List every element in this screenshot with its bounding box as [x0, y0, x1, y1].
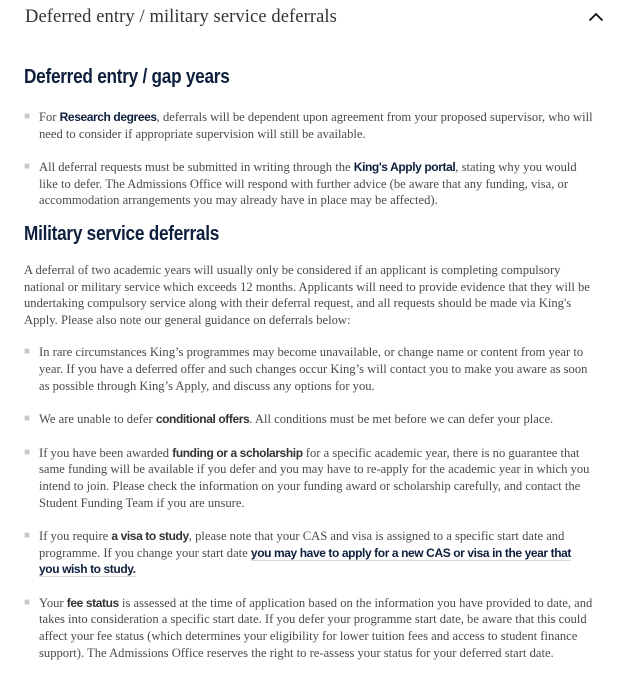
list-item: ■ In rare circumstances King’s programmes may become unavailable, or change name or content from year to year. If you have a deferred offer and such changes occur King’s will contact you to make you aware as soon as possible through King’s Apply, and discuss any options for you.	[24, 345, 588, 393]
bullet-icon: ■	[24, 530, 31, 542]
bullet-icon: ■	[24, 446, 31, 458]
bullet-icon: ■	[24, 111, 31, 122]
chevron-up-icon[interactable]	[587, 8, 605, 26]
bullet-icon: ■	[24, 346, 31, 358]
list-item: ■ If you require a visa to study, please note that your CAS and visa is assigned to a specific start date and programme. If you change your start date you may have to apply for a new CAS or visa in the year that you wish to study.	[24, 529, 572, 577]
list-item: ■ If you have been awarded funding or a scholarship for a specific academic year, there is no guarantee that same funding will be available if you defer and you may have to re-apply for the academic year in which you intend to join. Please check the information on your funding award or scholarship carefully, and contact the Student Funding Team if you are unsure.	[24, 445, 590, 510]
fee-status-text: fee status	[66, 595, 119, 610]
accordion-header[interactable]	[25, 4, 615, 30]
list-item: ■ We are unable to defer conditional offers. All conditions must be met before we can defer your place.	[24, 412, 554, 427]
military-intro: A deferral of two academic years will usually only be considered if an applicant is completing compulsory national or military service which exceeds 12 months. Applicants will need to provide evidence that they will be undertaking compulsory service along with their deferral request, and all requests should be made via King's Apply. Please also note our general guidance on deferrals below:	[24, 262, 590, 327]
bullet-icon: ■	[24, 413, 31, 425]
bullet-icon: ■	[24, 161, 31, 173]
list-item: ■ Your fee status is assessed at the time of application based on the information you have provided to date, and takes into consideration a specific start date. If you defer your programme start date, be aware that this could affect your fee status (which determines your eligibility for lower tuition fees and access to student finance support). The Admissions Office reserves the right to re-assess your status for your deferred start date.	[24, 595, 593, 660]
funding-scholarship-text: funding or a scholarship	[172, 445, 303, 460]
new-cas-visa-link[interactable]: you may have to apply for a new CAS or visa in the year that you wish to study.	[39, 545, 572, 577]
research-degrees-link[interactable]: Research degrees	[59, 110, 157, 124]
list-item: ■ For Research degrees, deferrals will be dependent upon agreement from your proposed supervisor, who will need to consider if appropriate supervision will still be available.	[24, 110, 593, 141]
list-item: ■ All deferral requests must be submitted in writing through the King's Apply portal, stating why you would like to defer. The Admissions Office will respond with further advice (be aware that any funding, visa, or accommodation arrangements you may already have in place may be affected).	[24, 160, 577, 208]
gap-years-list	[24, 109, 594, 209]
accordion-content	[24, 64, 594, 661]
kings-apply-portal-link[interactable]: King's Apply portal	[353, 160, 456, 175]
section-heading-military: Military service deferrals	[24, 222, 220, 245]
section-heading-gap-years: Deferred entry / gap years	[24, 66, 230, 88]
conditional-offers-text: conditional offers	[155, 412, 250, 427]
accordion-title: Deferred entry / military service deferrals	[25, 6, 337, 27]
military-list	[24, 344, 594, 661]
bullet-icon: ■	[24, 596, 31, 608]
visa-to-study-text: a visa to study	[111, 529, 189, 544]
